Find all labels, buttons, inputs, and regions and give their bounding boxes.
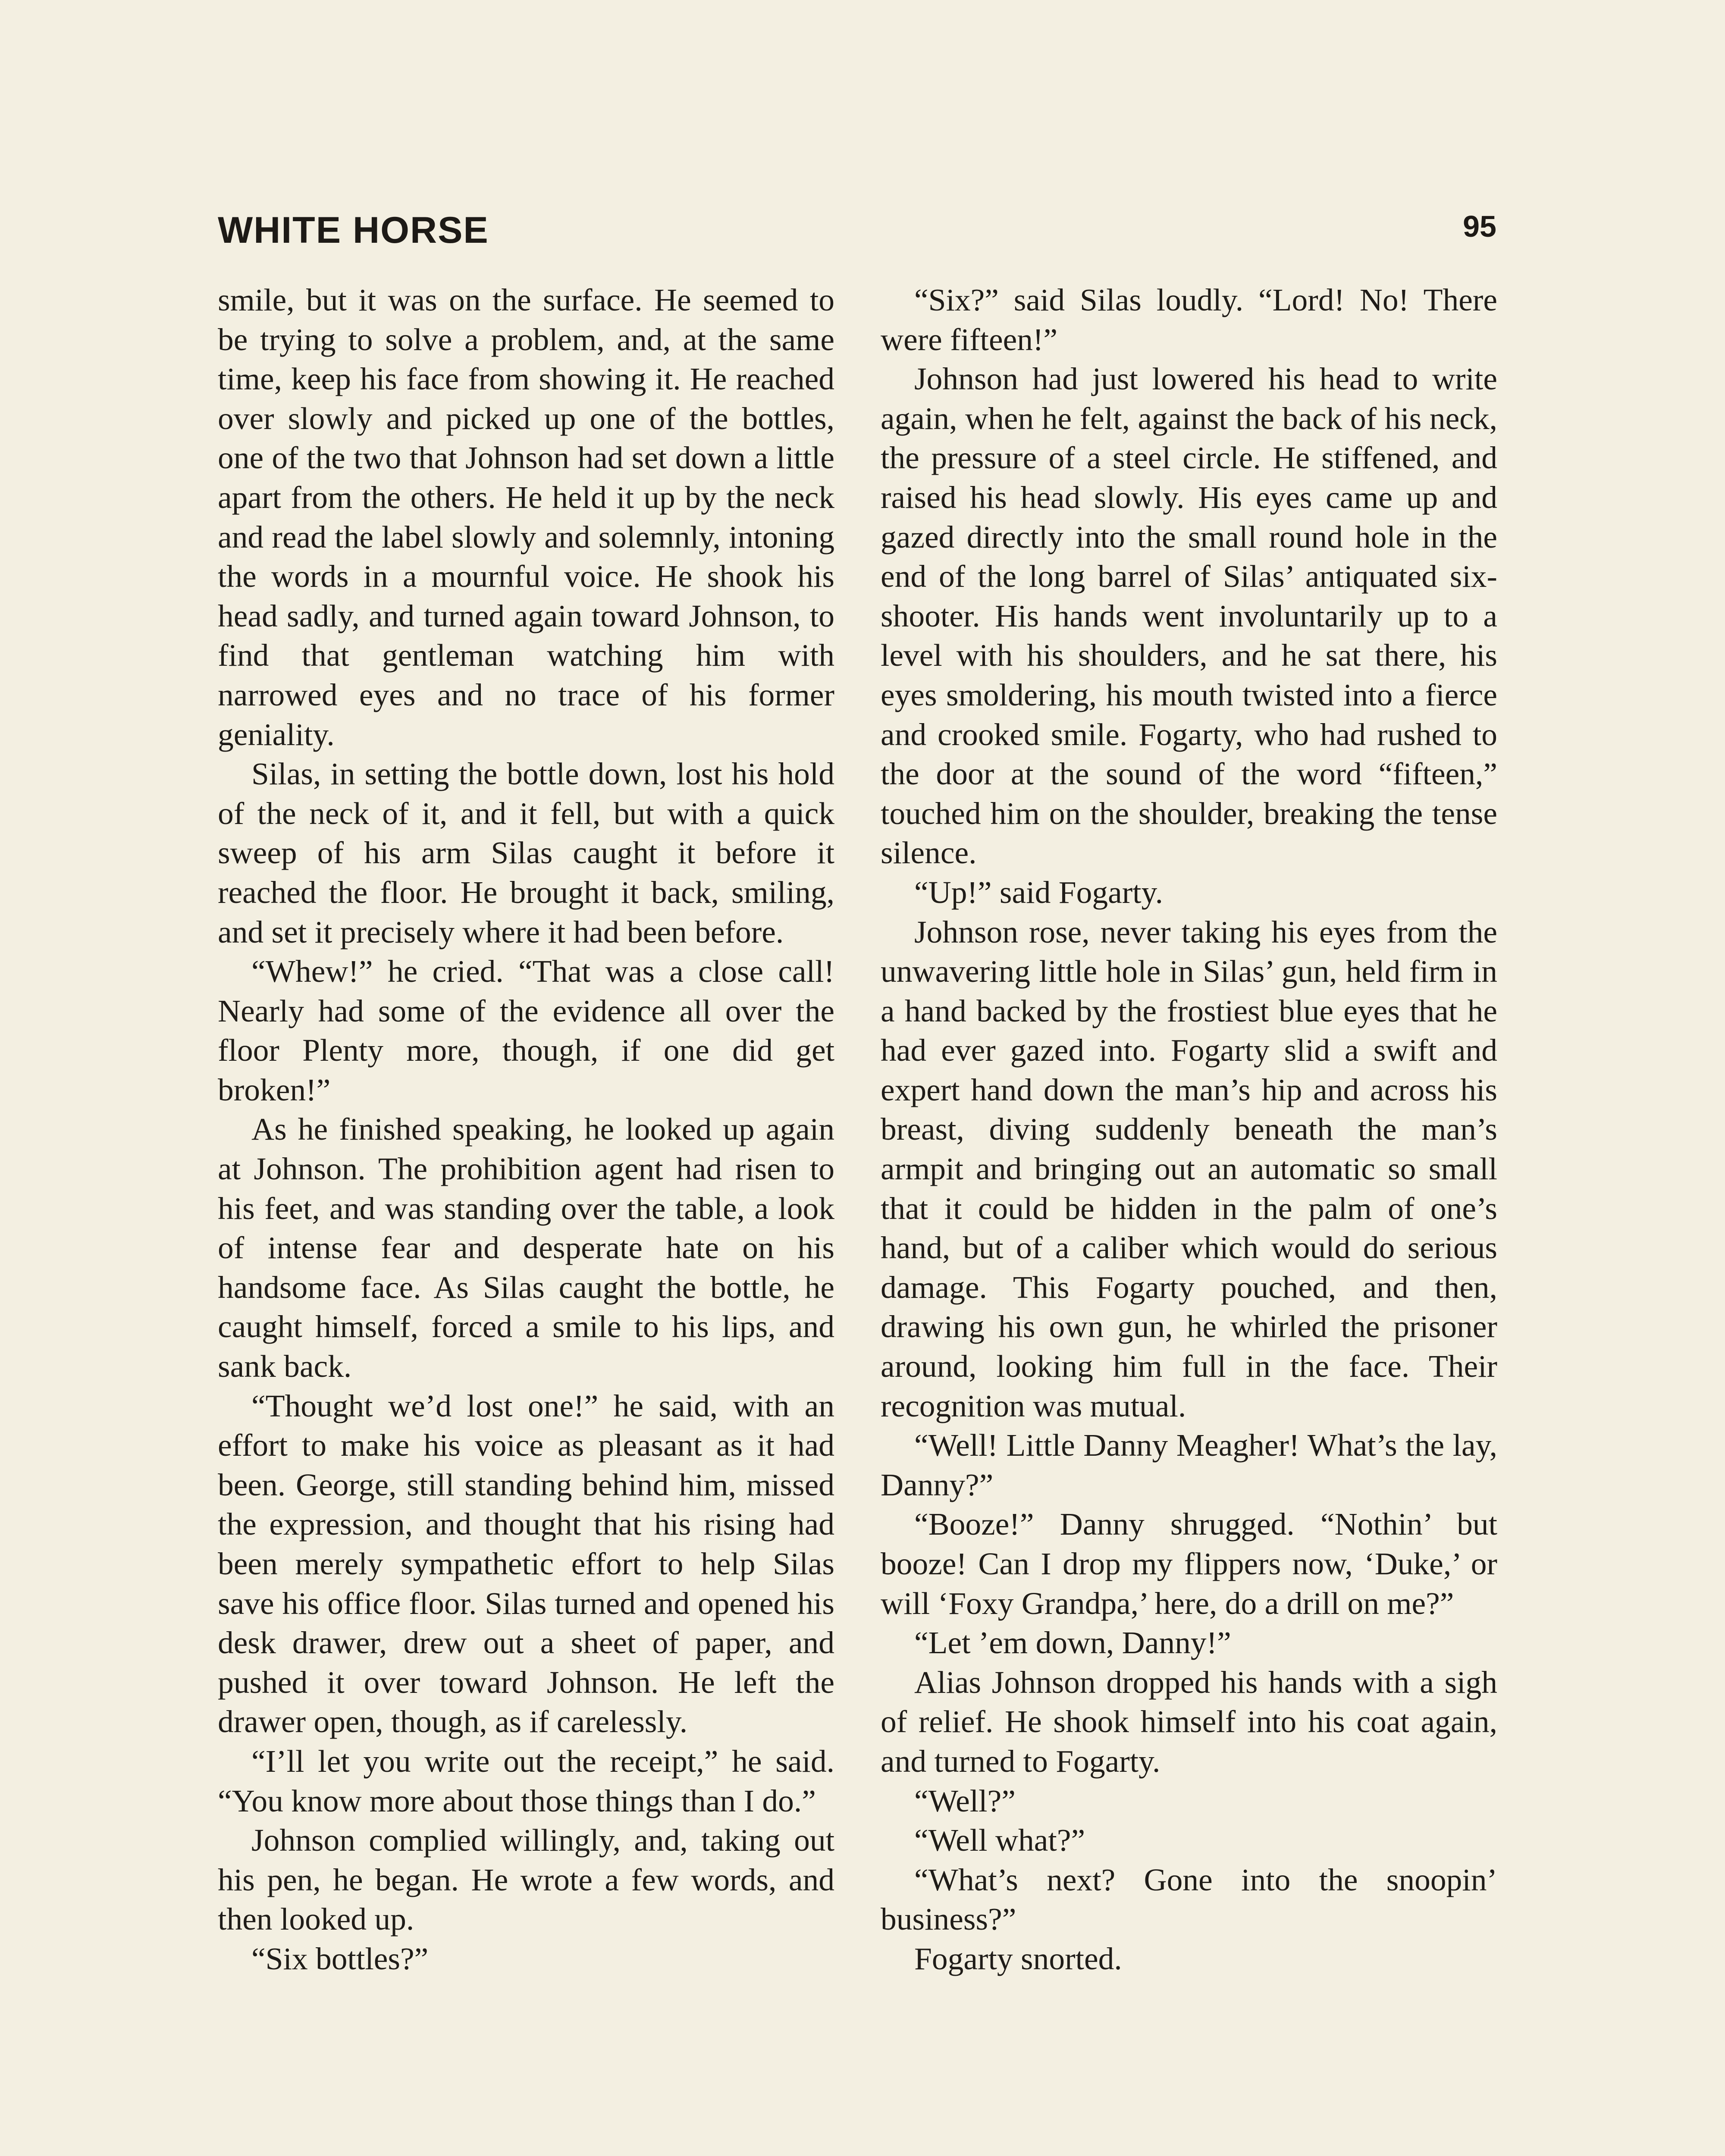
paragraph: “Let ’em down, Danny!” [914, 1625, 1231, 1661]
paragraph: “Well?” [914, 1783, 1016, 1818]
paragraph: Alias Johnson dropped his hands with a sigh of relief. He shook himself into his coat again, and turned to Fogarty. [881, 1664, 1497, 1779]
paragraph: Johnson complied willingly, and, taking out his pen, he began. He wrote a few words, and then looked up. [218, 1823, 834, 1937]
paragraph: Silas, in setting the bottle down, lost his hold of the neck of it, and it fell, but with a quick sweep of his arm Silas caught it before it reached the floor. He brought it back, smiling, and set it precisely where it had been before. [218, 756, 834, 950]
paragraph: Johnson had just lowered his head to write again, when he felt, against the back of his neck, the pressure of a steel circle. He stiffened, and raised his head slowly. His eyes came up and gazed directly into the small round hole in the end of the long barrel of Silas’ antiquated six-shooter. His hands went involuntarily up to a level with his shoulders, and he sat there, his eyes smoldering, his mouth twisted into a fierce and crooked smile. Fogarty, who had rushed to the door at the sound of the word “fifteen,” touched him on the shoulder, breaking the tense silence. [881, 361, 1497, 871]
paragraph: “Up!” said Fogarty. [914, 874, 1163, 910]
right-text-column [881, 280, 1497, 2156]
page-number: 95 [1463, 210, 1496, 243]
paragraph: “Well what?” [914, 1823, 1085, 1858]
left-text-column [218, 280, 834, 2156]
paragraph: “What’s next? Gone into the snoopin’ business?” [881, 1862, 1497, 1937]
paragraph: “Well! Little Danny Meagher! What’s the lay, Danny?” [881, 1428, 1497, 1502]
paragraph: As he finished speaking, he looked up again at Johnson. The prohibition agent had risen to his feet, and was standing over the table, a look of intense fear and desperate hate on his handsome face. As Silas caught the bottle, he caught himself, forced a smile to his lips, and sank back. [218, 1112, 834, 1384]
paragraph: “Six bottles?” [251, 1941, 429, 1976]
paragraph: “I’ll let you write out the receipt,” he said. “You know more about those things than I do.” [218, 1743, 834, 1818]
running-head-title: WHITE HORSE [218, 210, 489, 251]
paragraph: smile, but it was on the surface. He seemed to be trying to solve a problem, and, at the same time, keep his face from showing it. He reached over slowly and picked up one of the bottles, one of the two that Johnson had set down a little apart from the others. He held it up by the neck and read the label slowly and solemnly, intoning the words in a mournful voice. He shook his head sadly, and turned again toward Johnson, to find that gentleman watching him with narrowed eyes and no trace of his former geniality. [218, 282, 834, 752]
paragraph: “Thought we’d lost one!” he said, with an effort to make his voice as pleasant as it had been. George, still standing behind him, missed the expression, and thought that his rising had been merely sympathetic effort to help Silas save his office floor. Silas turned and opened his desk drawer, drew out a sheet of paper, and pushed it over toward Johnson. He left the drawer open, though, as if carelessly. [218, 1388, 834, 1739]
paragraph: Fogarty snorted. [914, 1941, 1122, 1976]
paragraph: “Six?” said Silas loudly. “Lord! No! There were fifteen!” [881, 282, 1497, 357]
paragraph: “Booze!” Danny shrugged. “Nothin’ but booze! Can I drop my flippers now, ‘Duke,’ or will ‘Foxy Grandpa,’ here, do a drill on me?” [881, 1507, 1497, 1621]
paragraph: “Whew!” he cried. “That was a close call! Nearly had some of the evidence all over the floor Plenty more, though, if one did get broken!” [218, 954, 834, 1107]
paragraph: Johnson rose, never taking his eyes from the unwavering little hole in Silas’ gun, held firm in a hand backed by the frostiest blue eyes that he had ever gazed into. Fogarty slid a swift and expert hand down the man’s hip and across his breast, diving suddenly beneath the man’s armpit and bringing out an automatic so small that it could be hidden in the palm of one’s hand, but of a caliber which would do serious damage. This Fogarty pouched, and then, drawing his own gun, he whirled the prisoner around, looking him full in the face. Their recognition was mutual. [881, 914, 1497, 1423]
